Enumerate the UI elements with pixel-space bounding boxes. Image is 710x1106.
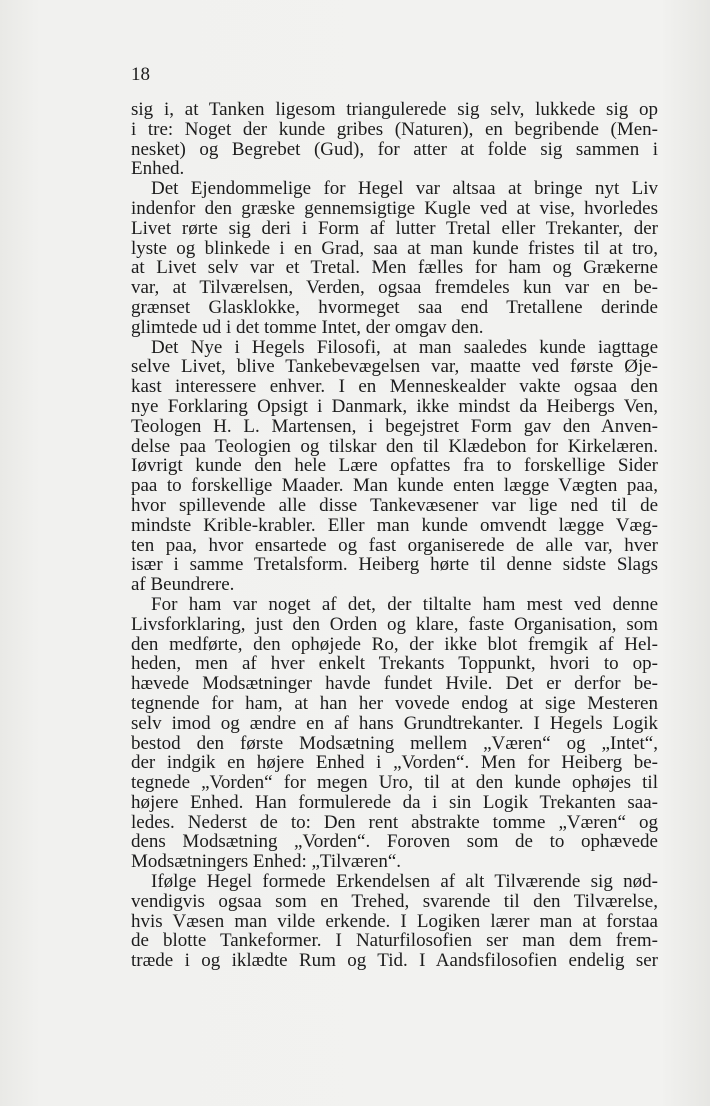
text-line: højere Enhed. Han formulerede da i sin Logik Trekanten saa- — [131, 791, 658, 813]
text-line: den medførte, den ophøjede Ro, der ikke blot fremgik af Hel- — [131, 633, 658, 655]
text-line: ten paa, hvor ensartede og fast organiserede de alle var, hver — [131, 534, 658, 556]
text-line: var, at Tilværelsen, Verden, ogsaa fremdeles kun var en be- — [131, 277, 658, 299]
text-line: tegnende for ham, at han her vovede endog at sige Mesteren — [131, 692, 658, 714]
text-line: Livsforklaring, just den Orden og klare, faste Organisation, som — [131, 613, 658, 635]
text-line: de blotte Tankeformer. I Naturfilosofien ser man dem frem- — [131, 930, 658, 952]
text-line: i tre: Noget der kunde gribes (Naturen), en begribende (Men- — [131, 118, 658, 140]
text-line: vendigvis ogsaa som en Trehed, svarende til den Tilværelse, — [131, 890, 658, 912]
text-line: heden, men af hver enkelt Trekants Toppunkt, hvori to op- — [131, 653, 658, 675]
text-line: selv imod og ændre en af hans Grundtrekanter. I Hegels Logik — [131, 712, 658, 734]
text-line: der indgik en højere Enhed i „Vorden“. Men for Heiberg be- — [131, 752, 658, 774]
text-line: Livet rørte sig deri i Form af lutter Tretal eller Trekanter, der — [131, 217, 658, 239]
text-line: hvor spillevende alle disse Tankevæsener var lige ned til de — [131, 494, 658, 516]
text-line: bestod den første Modsætning mellem „Væren“ og „Intet“, — [131, 732, 658, 754]
text-line: Det Nye i Hegels Filosofi, at man saaledes kunde iagttage — [151, 336, 658, 358]
text-line: Det Ejendommelige for Hegel var altsaa at bringe nyt Liv — [151, 178, 658, 200]
text-line: mindste Krible-krabler. Eller man kunde omvendt lægge Væg- — [131, 514, 658, 536]
text-line: lyste og blinkede i en Grad, saa at man kunde fristes til at tro, — [131, 237, 658, 259]
text-line: at Livet selv var et Tretal. Men fælles for ham og Grækerne — [131, 257, 658, 279]
page-number: 18 — [131, 64, 150, 85]
text-line: især i samme Tretalsform. Heiberg hørte til denne sidste Slags — [131, 554, 658, 576]
text-line: Iøvrigt kunde den hele Lære opfattes fra to forskellige Sider — [131, 455, 658, 477]
text-line: delse paa Teologien og tilskar den til Klædebon for Kirkelæren. — [131, 435, 658, 457]
text-line: sig i, at Tanken ligesom triangulerede sig selv, lukkede sig op — [131, 99, 658, 120]
text-line: glimtede ud i det tomme Intet, der omgav den. — [131, 316, 484, 338]
text-line: Teologen H. L. Martensen, i begejstret Form gav den Anven- — [131, 415, 658, 437]
text-line: dens Modsætning „Vorden“. Foroven som de to ophævede — [131, 831, 658, 853]
text-line: Enhed. — [131, 158, 185, 180]
body-text — [131, 100, 658, 971]
text-line: For ham var noget af det, der tiltalte ham mest ved denne — [151, 593, 658, 615]
text-line: træde i og iklædte Rum og Tid. I Aandsfilosofien endelig ser — [131, 950, 658, 972]
text-line: Ifølge Hegel formede Erkendelsen af alt Tilværende sig nød- — [151, 871, 658, 893]
text-line: af Beundrere. — [131, 574, 235, 596]
text-line: Modsætningers Enhed: „Tilværen“. — [131, 851, 402, 873]
text-line: nye Forklaring Opsigt i Danmark, ikke mindst da Heibergs Ven, — [131, 395, 658, 417]
text-line: selve Livet, blive Tankebevægelsen var, maatte ved første Øje- — [131, 356, 658, 378]
text-line: ledes. Nederst de to: Den rent abstrakte tomme „Væren“ og — [131, 811, 658, 833]
text-line: tegnede „Vorden“ for megen Uro, til at den kunde ophøjes til — [131, 772, 658, 794]
text-line: hvis Væsen man vilde erkende. I Logiken lærer man at forstaa — [131, 910, 658, 932]
text-line: nesket) og Begrebet (Gud), for atter at folde sig sammen i — [131, 138, 658, 160]
text-line: grænset Glasklokke, hvormeget saa end Tretallene derinde — [131, 296, 658, 318]
text-line: hævede Modsætninger havde fundet Hvile. Det er derfor be- — [131, 673, 658, 695]
text-line: kast interessere enhver. I en Menneskealder vakte ogsaa den — [131, 376, 658, 398]
text-line: paa to forskellige Maader. Man kunde enten lægge Vægten paa, — [131, 475, 658, 497]
text-line: indenfor den græske gennemsigtige Kugle ved at vise, hvorledes — [131, 197, 658, 219]
